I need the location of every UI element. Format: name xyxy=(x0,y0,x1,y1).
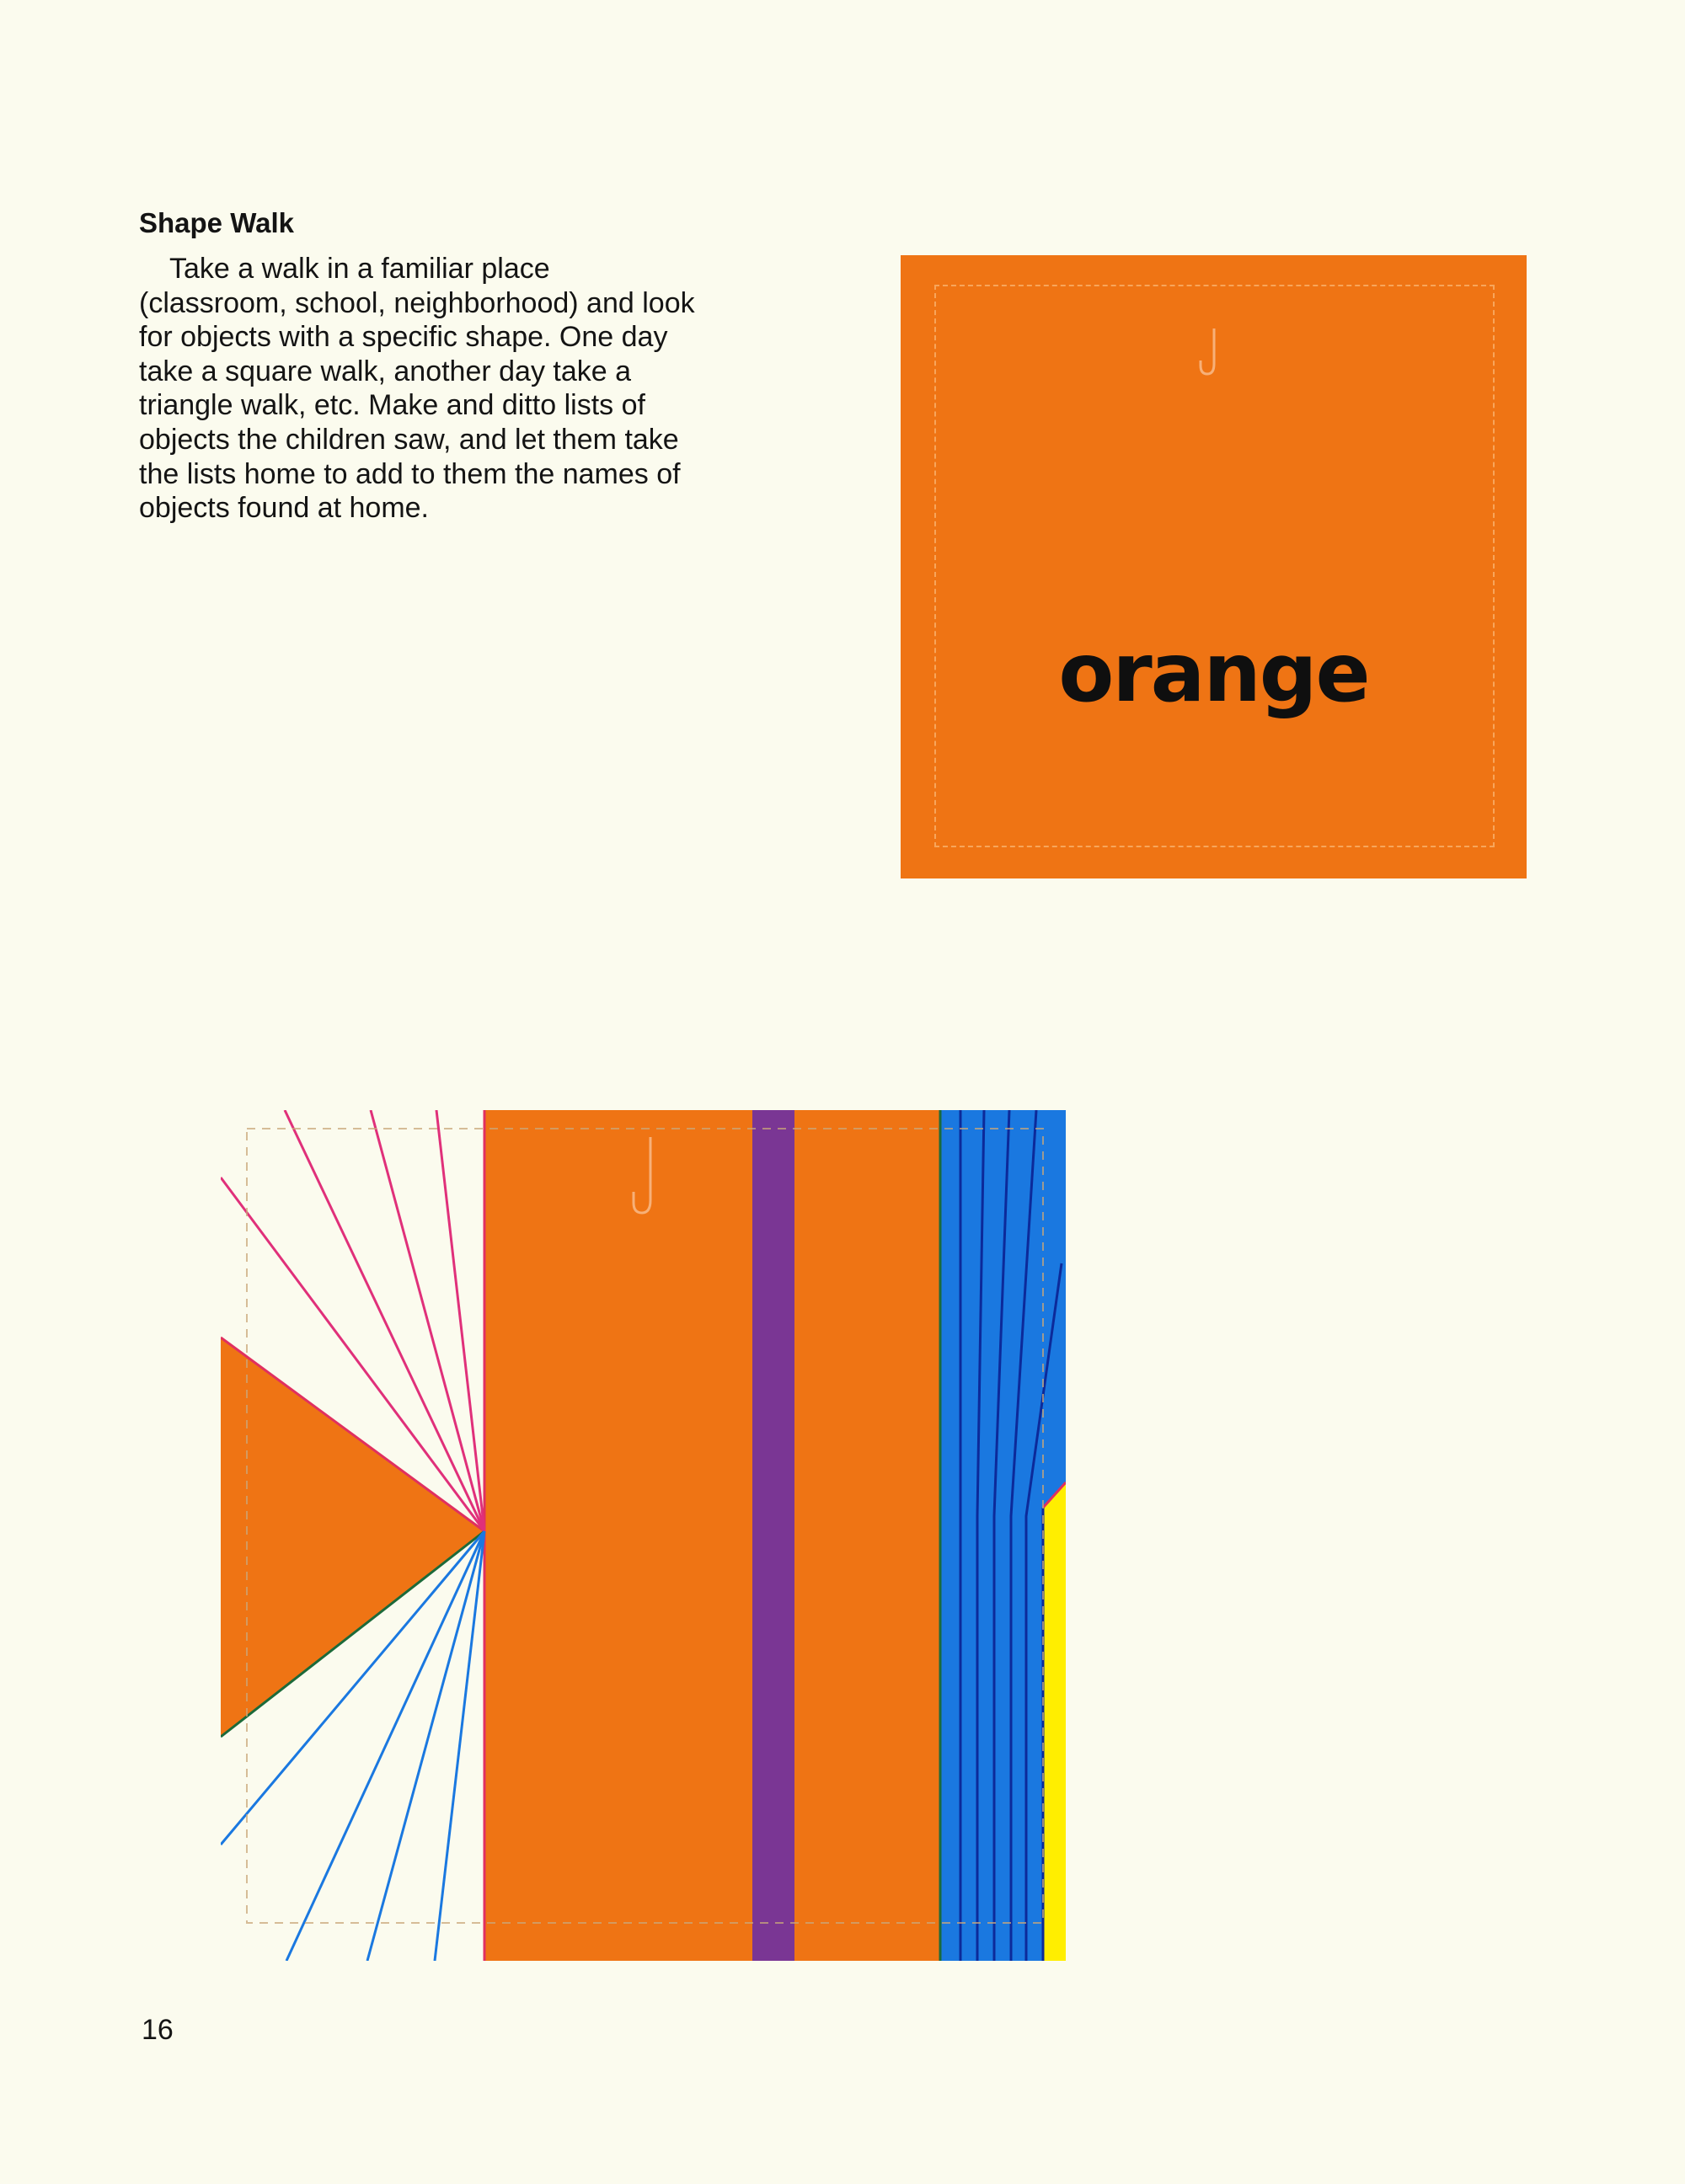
paragraph-line: for objects with a specific shape. One day xyxy=(139,321,668,354)
orange-band xyxy=(484,1110,752,1961)
paragraph-line: Take a walk in a familiar place xyxy=(169,253,550,285)
page-number: 16 xyxy=(142,2014,174,2046)
activity-heading: Shape Walk xyxy=(139,207,294,238)
purple-band xyxy=(752,1110,794,1961)
color-word-label: orange xyxy=(1058,626,1369,720)
paragraph-line: triangle walk, etc. Make and ditto lists of xyxy=(139,389,645,422)
orange-band xyxy=(794,1110,940,1961)
paragraph-line: objects found at home. xyxy=(139,492,430,525)
paragraph-line: take a square walk, another day take a xyxy=(139,355,632,387)
yellow-band xyxy=(1043,1482,1066,1961)
paragraph-line: (classroom, school, neighborhood) and look xyxy=(139,286,695,319)
paragraph-line: the lists home to add to them the names of xyxy=(139,457,681,490)
paragraph-line: objects the children saw, and let them take xyxy=(139,423,679,456)
